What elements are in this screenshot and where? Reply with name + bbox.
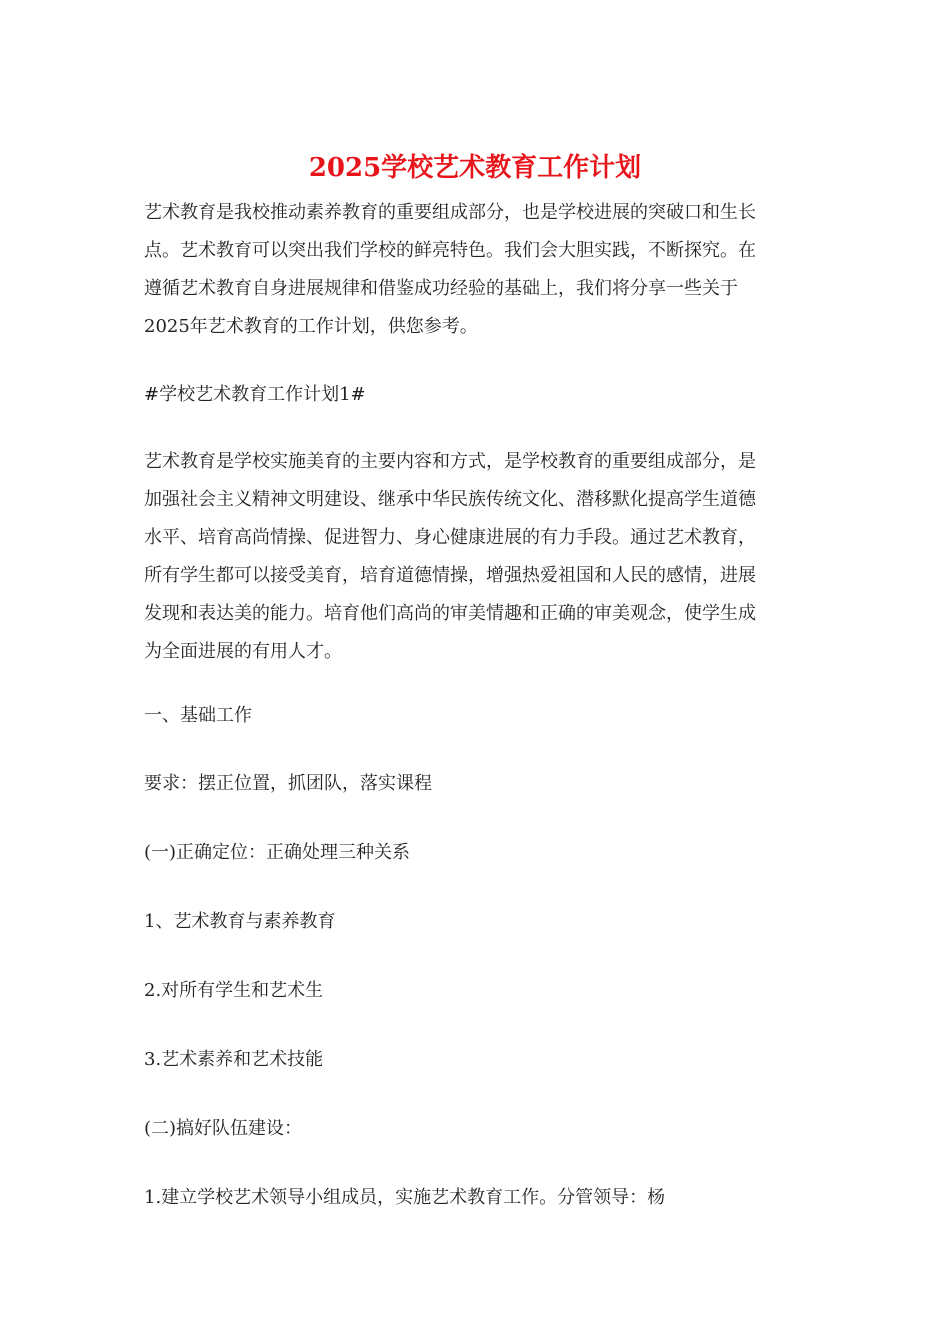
paragraph-line: 发现和表达美的能力。培育他们高尚的审美情趣和正确的审美观念，使学生成	[144, 603, 756, 624]
main-paragraph	[144, 443, 804, 671]
list-item: 2.对所有学生和艺术生	[144, 980, 324, 1001]
heading-basic-work: 一、基础工作	[144, 705, 252, 726]
requirement-line: 要求：摆正位置，抓团队，落实课程	[144, 773, 432, 794]
sub-heading-positioning: (一)正确定位：正确处理三种关系	[144, 842, 411, 863]
paragraph-line: 所有学生都可以接受美育，培育道德情操，增强热爱祖国和人民的感情，进展	[144, 565, 756, 586]
paragraph-line: 为全面进展的有用人才。	[144, 641, 342, 662]
section-marker: #学校艺术教育工作计划1#	[144, 384, 366, 405]
paragraph-line: 水平、培育高尚情操、促进智力、身心健康进展的有力手段。通过艺术教育，	[144, 527, 756, 548]
paragraph-line: 加强社会主义精神文明建设、继承中华民族传统文化、潜移默化提高学生道德	[144, 489, 756, 510]
intro-paragraph	[144, 194, 804, 346]
intro-line: 点。艺术教育可以突出我们学校的鲜亮特色。我们会大胆实践，不断探究。在	[144, 240, 756, 261]
intro-line: 2025年艺术教育的工作计划，供您参考。	[144, 316, 478, 337]
sub-heading-team: (二)搞好队伍建设：	[144, 1118, 303, 1139]
list-item: 1、艺术教育与素养教育	[144, 911, 336, 932]
list-item: 1.建立学校艺术领导小组成员，实施艺术教育工作。分管领导：杨	[144, 1187, 666, 1208]
document-title: 2025学校艺术教育工作计划	[308, 153, 642, 183]
paragraph-line: 艺术教育是学校实施美育的主要内容和方式，是学校教育的重要组成部分，是	[144, 451, 756, 472]
list-item: 3.艺术素养和艺术技能	[144, 1049, 324, 1070]
intro-line: 艺术教育是我校推动素养教育的重要组成部分，也是学校进展的突破口和生长	[144, 202, 756, 223]
intro-line: 遵循艺术教育自身进展规律和借鉴成功经验的基础上，我们将分享一些关于	[144, 278, 738, 299]
